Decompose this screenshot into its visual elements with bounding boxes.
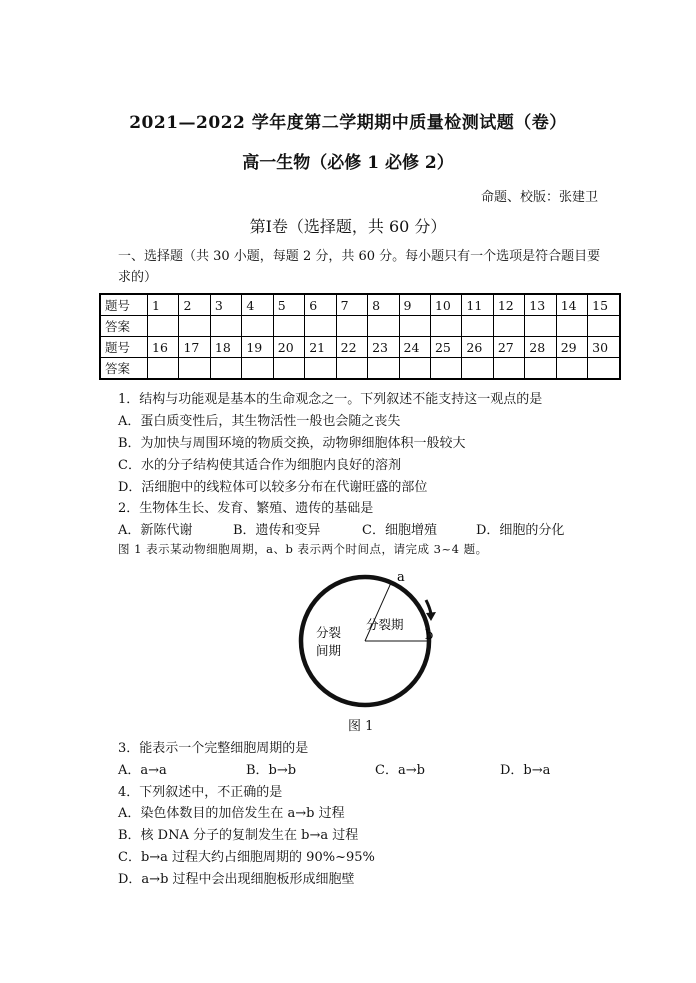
- q2-option-d: D．细胞的分化: [476, 523, 565, 538]
- table-cell: 6: [305, 294, 336, 316]
- answer-cell[interactable]: [493, 358, 524, 380]
- answer-cell[interactable]: [242, 316, 273, 337]
- q1-stem: 1．结构与功能观是基本的生命观念之一。下列叙述不能支持这一观点的是: [118, 392, 543, 407]
- q4-option-d: D．a→b 过程中会出现细胞板形成细胞壁: [118, 872, 355, 887]
- table-row-answers-2: [100, 358, 620, 380]
- table-cell: 25: [430, 337, 461, 358]
- q3-option-c: C．a→b: [375, 763, 425, 778]
- figure-caption: 图 1: [348, 719, 374, 734]
- table-cell: 10: [430, 294, 461, 316]
- table-row-answers-1: [100, 316, 620, 337]
- table-header-cell: 答案: [100, 358, 148, 380]
- table-cell: 12: [493, 294, 524, 316]
- answer-cell[interactable]: [273, 358, 304, 380]
- q2-option-c: C．细胞增殖: [362, 523, 437, 538]
- q1-option-b: B．为加快与周围环境的物质交换，动物卵细胞体积一般较大: [118, 436, 466, 451]
- answer-cell[interactable]: [305, 316, 336, 337]
- answer-cell[interactable]: [273, 316, 304, 337]
- answer-cell[interactable]: [179, 316, 210, 337]
- table-cell: 13: [525, 294, 556, 316]
- author-line: 命题、校版：张建卫: [480, 190, 598, 205]
- answer-cell[interactable]: [525, 316, 556, 337]
- answer-cell[interactable]: [148, 316, 179, 337]
- answer-cell[interactable]: [148, 358, 179, 380]
- q1-option-d: D．活细胞中的线粒体可以较多分布在代谢旺盛的部位: [118, 480, 428, 495]
- answer-cell[interactable]: [368, 316, 399, 337]
- interphase-label-line2: 间期: [316, 643, 342, 658]
- exam-title: 2021—2022 学年度第二学期期中质量检测试题（卷）: [129, 113, 567, 133]
- section-heading: 第Ⅰ卷（选择题，共 60 分）: [249, 217, 447, 236]
- answer-cell[interactable]: [462, 316, 493, 337]
- q2-option-b: B．遗传和变异: [233, 523, 321, 538]
- table-cell: 1: [148, 294, 179, 316]
- table-cell: 2: [179, 294, 210, 316]
- answer-cell[interactable]: [368, 358, 399, 380]
- table-row-numbers-2: [100, 337, 620, 358]
- answer-cell[interactable]: [179, 358, 210, 380]
- answer-cell[interactable]: [493, 316, 524, 337]
- table-cell: 24: [399, 337, 430, 358]
- q4-option-b: B．核 DNA 分子的复制发生在 b→a 过程: [118, 828, 359, 843]
- table-cell: 5: [273, 294, 304, 316]
- table-cell: 26: [462, 337, 493, 358]
- answer-cell[interactable]: [399, 316, 430, 337]
- q3-option-a: A．a→a: [118, 763, 167, 778]
- q1-option-a: A．蛋白质变性后，其生物活性一般也会随之丧失: [118, 414, 401, 429]
- table-cell: 21: [305, 337, 336, 358]
- q3-option-d: D．b→a: [500, 763, 551, 778]
- table-cell: 22: [336, 337, 367, 358]
- answer-cell[interactable]: [556, 358, 587, 380]
- table-cell: 14: [556, 294, 587, 316]
- line-to-a: [365, 583, 391, 641]
- q2-stem: 2．生物体生长、发育、繁殖、遗传的基础是: [118, 501, 374, 516]
- q3-stem: 3．能表示一个完整细胞周期的是: [118, 741, 309, 756]
- table-header-cell: 题号: [100, 294, 148, 316]
- table-cell: 30: [588, 337, 620, 358]
- figure-note: 图 1 表示某动物细胞周期，a、b 表示两个时间点，请完成 3~4 题。: [118, 542, 488, 556]
- table-cell: 4: [242, 294, 273, 316]
- answer-table: [99, 293, 621, 380]
- point-b-label: b: [425, 628, 434, 643]
- mitosis-label: 分裂期: [366, 617, 404, 632]
- q4-option-c: C．b→a 过程大约占细胞周期的 90%~95%: [118, 850, 375, 865]
- direction-arrow-icon: [426, 600, 431, 614]
- answer-cell[interactable]: [588, 316, 620, 337]
- interphase-label-line1: 分裂: [316, 625, 342, 640]
- table-cell: 28: [525, 337, 556, 358]
- table-cell: 7: [336, 294, 367, 316]
- q3-option-b: B．b→b: [246, 763, 297, 778]
- answer-cell[interactable]: [430, 316, 461, 337]
- table-cell: 23: [368, 337, 399, 358]
- point-a-label: a: [397, 570, 405, 585]
- table-cell: 3: [210, 294, 241, 316]
- answer-cell[interactable]: [399, 358, 430, 380]
- q1-option-c: C．水的分子结构使其适合作为细胞内良好的溶剂: [118, 458, 401, 473]
- answer-cell[interactable]: [556, 316, 587, 337]
- q4-stem: 4．下列叙述中，不正确的是: [118, 785, 283, 800]
- table-cell: 20: [273, 337, 304, 358]
- answer-cell[interactable]: [242, 358, 273, 380]
- table-cell: 17: [179, 337, 210, 358]
- exam-subtitle: 高一生物（必修 1 必修 2）: [242, 153, 454, 173]
- table-row-numbers-1: [100, 294, 620, 316]
- answer-cell[interactable]: [525, 358, 556, 380]
- table-cell: 18: [210, 337, 241, 358]
- table-cell: 9: [399, 294, 430, 316]
- q4-option-a: A．染色体数目的加倍发生在 a→b 过程: [118, 806, 345, 821]
- answer-cell[interactable]: [210, 358, 241, 380]
- answer-cell[interactable]: [305, 358, 336, 380]
- answer-cell[interactable]: [336, 316, 367, 337]
- answer-cell[interactable]: [462, 358, 493, 380]
- table-cell: 29: [556, 337, 587, 358]
- table-header-cell: 答案: [100, 316, 148, 337]
- table-cell: 15: [588, 294, 620, 316]
- table-cell: 27: [493, 337, 524, 358]
- section-instruction: 一、选择题（共 30 小题，每题 2 分，共 60 分。每小题只有一个选项是符合题目要求的）: [118, 249, 601, 285]
- table-cell: 8: [368, 294, 399, 316]
- table-header-cell: 题号: [100, 337, 148, 358]
- table-cell: 19: [242, 337, 273, 358]
- table-cell: 11: [462, 294, 493, 316]
- cell-cycle-diagram: [280, 566, 450, 716]
- answer-cell[interactable]: [430, 358, 461, 380]
- answer-cell[interactable]: [588, 358, 620, 380]
- answer-cell[interactable]: [336, 358, 367, 380]
- answer-cell[interactable]: [210, 316, 241, 337]
- table-cell: 16: [148, 337, 179, 358]
- q2-option-a: A．新陈代谢: [118, 523, 193, 538]
